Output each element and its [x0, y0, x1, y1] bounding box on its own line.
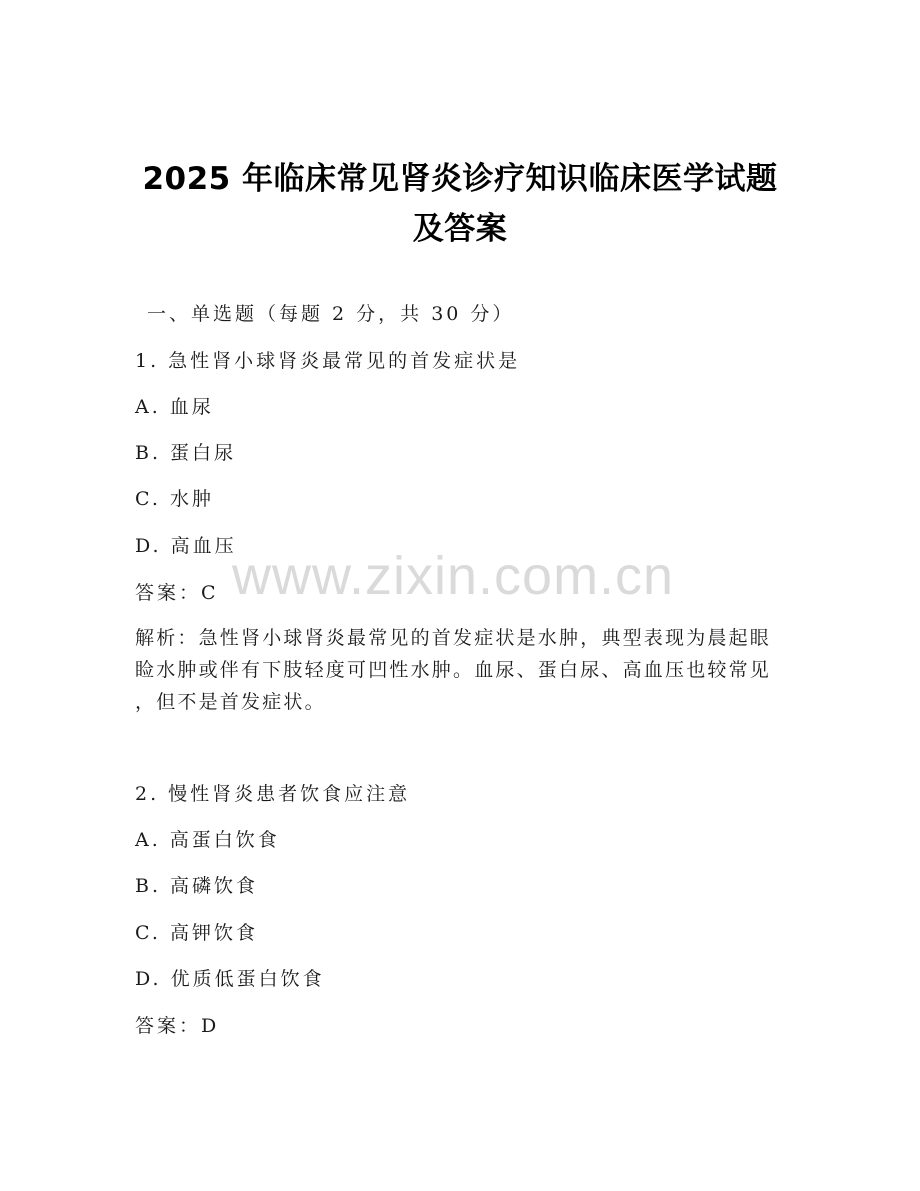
question-1-analysis-line2: 睑水肿或伴有下肢轻度可凹性水肿。血尿、蛋白尿、高血压也较常见: [135, 659, 772, 681]
section-heading: 一、单选题（每题 2 分，共 30 分）: [147, 303, 515, 325]
document-title-line2: 及答案: [412, 211, 508, 247]
document-title-line1: 2025 年临床常见肾炎诊疗知识临床医学试题: [142, 161, 778, 197]
question-2-option-d: D. 优质低蛋白饮食: [135, 968, 325, 990]
question-2-option-b: B. 高磷饮食: [135, 875, 259, 897]
watermark: www.zixin.com.cn: [232, 546, 675, 606]
question-1-answer: 答案：C: [135, 582, 219, 604]
question-1-option-c: C. 水肿: [135, 488, 214, 510]
question-1-analysis-line3: ，但不是首发症状。: [135, 691, 326, 713]
question-1-stem: 1. 急性肾小球肾炎最常见的首发症状是: [135, 350, 521, 372]
question-1-option-b: B. 蛋白尿: [135, 442, 237, 464]
question-2-answer: 答案：D: [135, 1015, 220, 1037]
question-2-stem: 2. 慢性肾炎患者饮食应注意: [135, 783, 411, 805]
question-1-option-d: D. 高血压: [135, 535, 237, 557]
question-1-analysis-line1: 解析：急性肾小球肾炎最常见的首发症状是水肿，典型表现为晨起眼: [135, 627, 772, 649]
question-2-option-c: C. 高钾饮食: [135, 922, 258, 944]
question-2-option-a: A. 高蛋白饮食: [135, 829, 280, 851]
question-1-option-a: A. 血尿: [135, 396, 214, 418]
